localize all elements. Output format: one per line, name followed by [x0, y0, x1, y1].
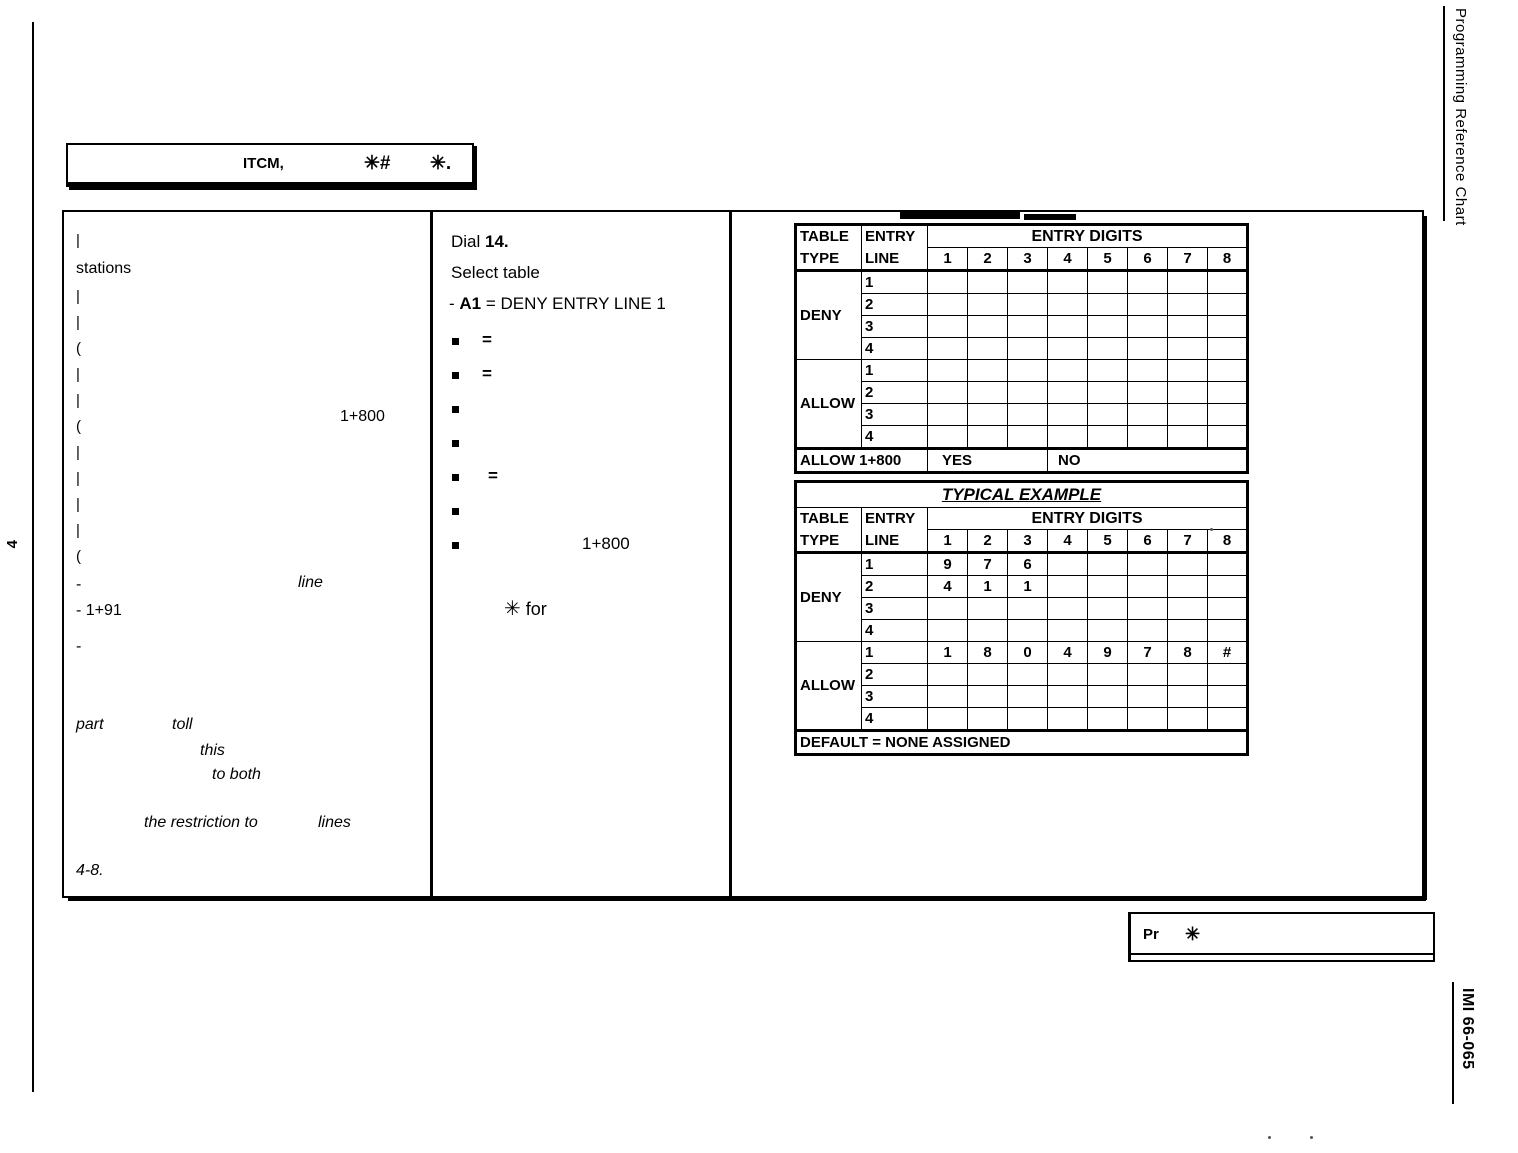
footer-box-line — [1131, 953, 1433, 955]
entry-digit-cell[interactable] — [1168, 294, 1208, 316]
entry-digit-cell[interactable] — [1128, 576, 1168, 598]
left-text-line: | — [76, 366, 80, 383]
entry-digit-cell[interactable] — [1088, 382, 1128, 404]
header-digit-column: 6 — [1128, 530, 1168, 553]
entry-digit-cell[interactable] — [1128, 598, 1168, 620]
entry-digit-cell[interactable] — [1008, 708, 1048, 731]
header-digit-column: 7 — [1168, 530, 1208, 553]
frame-shadow-right — [1423, 216, 1427, 900]
entry-digit-cell[interactable] — [968, 598, 1008, 620]
entry-digit-cell[interactable] — [928, 664, 968, 686]
document-number: IMI 66-065 — [1459, 988, 1476, 1070]
bullet-icon — [452, 338, 459, 345]
entry-digit-cell[interactable] — [928, 316, 968, 338]
left-text-line: stations — [76, 260, 132, 277]
header-rule — [1443, 6, 1445, 221]
entry-digit-cell[interactable] — [968, 686, 1008, 708]
entry-digit-cell[interactable] — [1208, 708, 1248, 731]
dial-instruction — [451, 232, 509, 252]
entry-digit-cell[interactable] — [1008, 382, 1048, 404]
left-text-line: - — [76, 638, 82, 655]
section-label-deny: DENY — [796, 271, 862, 360]
bullet-icon — [452, 542, 459, 549]
bullet-equals-sign: = — [482, 330, 492, 349]
entry-digit-cell[interactable] — [1048, 598, 1088, 620]
entry-digit-cell[interactable] — [1048, 294, 1088, 316]
entry-digit-cell[interactable] — [1008, 598, 1048, 620]
entry-digit-cell[interactable] — [1208, 553, 1248, 576]
entry-digit-cell[interactable]: 9 — [1088, 642, 1128, 664]
header-entry-line-1: ENTRY — [862, 508, 928, 530]
section-label-deny: DENY — [796, 553, 862, 642]
entry-digit-cell[interactable] — [1088, 598, 1128, 620]
entry-digit-cell[interactable] — [1208, 426, 1248, 449]
footer-no-option[interactable]: NO — [1048, 449, 1248, 473]
footer-pr-label: Pr — [1143, 926, 1159, 943]
entry-digit-cell[interactable] — [1208, 360, 1248, 382]
entry-digit-cell[interactable] — [1088, 664, 1128, 686]
left-text-line: this — [200, 742, 225, 759]
footer-yes-option[interactable]: YES — [928, 449, 1048, 473]
bullet-equals-sign: = — [482, 364, 492, 383]
a1-description: = DENY ENTRY LINE 1 — [481, 294, 666, 313]
star-period-icon: ✳. — [430, 153, 452, 174]
print-smear-1 — [900, 212, 1020, 219]
entry-digit-cell[interactable] — [968, 338, 1008, 360]
left-text-line: | — [76, 288, 80, 305]
bullet-equals-sign: = — [488, 466, 498, 485]
left-text-line: ( — [76, 548, 81, 565]
entry-digit-cell[interactable] — [1208, 316, 1248, 338]
left-text-line: part — [76, 716, 104, 733]
dial-prefix: Dial — [451, 232, 486, 251]
header-digit-column: 5 — [1088, 530, 1128, 553]
entry-digit-cell[interactable] — [1168, 316, 1208, 338]
entry-digit-cell[interactable]: 1 — [928, 642, 968, 664]
entry-line-number: 3 — [862, 598, 928, 620]
entry-digit-cell[interactable] — [1208, 271, 1248, 294]
entry-digit-cell[interactable] — [1088, 620, 1128, 642]
entry-table-blank — [794, 223, 1249, 474]
entry-digit-cell[interactable]: 8 — [968, 642, 1008, 664]
entry-digit-cell[interactable]: 9 — [928, 553, 968, 576]
bullet-icon — [452, 372, 459, 379]
header-entry-line-2: LINE — [862, 530, 928, 553]
entry-digit-cell[interactable]: 8 — [1168, 642, 1208, 664]
entry-digit-cell[interactable] — [1008, 338, 1048, 360]
entry-digit-cell[interactable] — [1048, 404, 1088, 426]
speck-1 — [1268, 1136, 1271, 1139]
entry-digit-cell[interactable] — [928, 426, 968, 449]
right-tables-column — [736, 212, 1416, 896]
entry-digit-cell[interactable] — [1008, 294, 1048, 316]
entry-line-number: 4 — [862, 426, 928, 449]
entry-digit-cell[interactable] — [968, 404, 1008, 426]
entry-digit-cell[interactable] — [928, 404, 968, 426]
entry-line-number: 2 — [862, 382, 928, 404]
entry-digit-cell[interactable] — [1008, 426, 1048, 449]
header-table-type-1: TABLE — [796, 508, 862, 530]
left-text-line: | — [76, 496, 80, 513]
entry-digit-cell[interactable] — [1128, 271, 1168, 294]
left-text-line: toll — [172, 716, 193, 733]
entry-digit-cell[interactable] — [928, 686, 968, 708]
header-digit-column: 7 — [1168, 248, 1208, 271]
entry-digit-cell[interactable] — [1168, 708, 1208, 731]
left-text-line: ( — [76, 418, 81, 435]
entry-line-number: 2 — [862, 664, 928, 686]
entry-digit-cell[interactable] — [1128, 338, 1168, 360]
print-smear-2 — [1024, 214, 1076, 220]
entry-digit-cell[interactable] — [1128, 382, 1168, 404]
entry-digit-cell[interactable] — [928, 360, 968, 382]
header-digit-column: 1 — [928, 530, 968, 553]
entry-digit-cell[interactable] — [1088, 708, 1128, 731]
star-hash-icon: ✳# — [364, 153, 391, 174]
header-table-type-2: TYPE — [796, 530, 862, 553]
entry-digit-cell[interactable] — [1128, 553, 1168, 576]
entry-digit-cell[interactable] — [1168, 382, 1208, 404]
entry-digit-cell[interactable] — [1088, 576, 1128, 598]
star-for-note — [504, 596, 547, 621]
entry-digit-cell[interactable] — [1048, 620, 1088, 642]
entry-digit-cell[interactable] — [968, 620, 1008, 642]
left-text-line: - — [76, 576, 82, 593]
header-table-type-2: TYPE — [796, 248, 862, 271]
entry-digit-cell[interactable] — [1208, 576, 1248, 598]
left-text-line: | — [76, 392, 80, 409]
entry-digit-cell[interactable] — [1128, 294, 1168, 316]
entry-digit-cell[interactable] — [1048, 553, 1088, 576]
header-digit-column: 8 — [1208, 530, 1248, 553]
entry-line-number: 3 — [862, 316, 928, 338]
entry-digit-cell[interactable] — [1128, 708, 1168, 731]
left-text-line: line — [298, 574, 323, 591]
entry-digit-cell[interactable] — [1208, 686, 1248, 708]
star-icon: ✳ — [504, 598, 521, 620]
header-digit-column: 3 — [1008, 530, 1048, 553]
bullet-icon — [452, 406, 459, 413]
left-text-line: the restriction to — [144, 814, 258, 831]
entry-line-number: 2 — [862, 294, 928, 316]
frame-shadow-bottom — [68, 897, 1426, 901]
left-text-line: | — [76, 314, 80, 331]
entry-digit-cell[interactable] — [928, 708, 968, 731]
entry-digit-cell[interactable]: 6 — [1008, 553, 1048, 576]
header-digit-column: 1 — [928, 248, 968, 271]
entry-digit-cell[interactable] — [1048, 576, 1088, 598]
bullet-icon — [452, 508, 459, 515]
entry-line-number: 1 — [862, 360, 928, 382]
entry-digit-cell[interactable] — [1208, 338, 1248, 360]
entry-digit-cell[interactable] — [968, 382, 1008, 404]
entry-digit-cell[interactable] — [1008, 664, 1048, 686]
entry-line-number: 1 — [862, 271, 928, 294]
entry-digit-cell[interactable] — [968, 708, 1008, 731]
entry-digit-cell[interactable]: # — [1208, 642, 1248, 664]
section-label-allow: ALLOW — [796, 642, 862, 731]
entry-digit-cell[interactable] — [1048, 382, 1088, 404]
select-table-instruction: Select table — [451, 263, 540, 282]
header-entry-digits: ENTRY DIGITS — [928, 225, 1248, 248]
column-divider-1 — [430, 212, 433, 896]
entry-digit-cell[interactable] — [1088, 316, 1128, 338]
entry-digit-cell[interactable]: 4 — [1048, 642, 1088, 664]
entry-digit-cell[interactable] — [1128, 426, 1168, 449]
left-text-line: 1+800 — [340, 408, 385, 425]
dial-value: 14. — [485, 232, 509, 251]
entry-line-number: 4 — [862, 708, 928, 731]
left-text-line: 4-8. — [76, 862, 104, 879]
entry-digit-cell[interactable]: 0 — [1008, 642, 1048, 664]
entry-digit-cell[interactable] — [1008, 686, 1048, 708]
entry-digit-cell[interactable] — [1128, 404, 1168, 426]
entry-line-number: 2 — [862, 576, 928, 598]
left-text-line: ( — [76, 340, 81, 357]
entry-digit-cell[interactable] — [1128, 686, 1168, 708]
left-text-line: | — [76, 522, 80, 539]
entry-digit-cell[interactable] — [968, 316, 1008, 338]
entry-digit-cell[interactable] — [1088, 404, 1128, 426]
entry-digit-cell[interactable] — [968, 664, 1008, 686]
entry-digit-cell[interactable] — [1048, 271, 1088, 294]
entry-digit-cell[interactable] — [1128, 316, 1168, 338]
entry-digit-cell[interactable] — [928, 382, 968, 404]
entry-digit-cell[interactable] — [928, 338, 968, 360]
entry-digit-cell[interactable] — [928, 294, 968, 316]
entry-digit-cell[interactable] — [1048, 686, 1088, 708]
header-digit-column: 2 — [968, 530, 1008, 553]
entry-digit-cell[interactable] — [1168, 426, 1208, 449]
entry-digit-cell[interactable] — [1048, 426, 1088, 449]
header-digit-column: 6 — [1128, 248, 1168, 271]
entry-digit-cell[interactable] — [1168, 620, 1208, 642]
itcm-label: ITCM, — [243, 155, 284, 172]
entry-digit-cell[interactable] — [1088, 686, 1128, 708]
entry-line-number: 1 — [862, 642, 928, 664]
entry-digit-cell[interactable] — [968, 426, 1008, 449]
bullet-icon — [452, 474, 459, 481]
entry-digit-cell[interactable] — [968, 294, 1008, 316]
entry-digit-cell[interactable]: 1 — [1008, 576, 1048, 598]
header-digit-column: 4 — [1048, 530, 1088, 553]
entry-digit-cell[interactable] — [1168, 404, 1208, 426]
speck-2 — [1310, 1136, 1313, 1139]
bullet-value: 1+800 — [582, 534, 630, 553]
left-text-line: - 1+91 — [76, 602, 122, 619]
entry-digit-cell[interactable] — [1048, 316, 1088, 338]
column-divider-2 — [729, 212, 732, 896]
entry-digit-cell[interactable] — [1168, 576, 1208, 598]
header-digit-column: 8 — [1208, 248, 1248, 271]
entry-line-number: 1 — [862, 553, 928, 576]
main-chart-frame — [62, 210, 1424, 898]
entry-digit-cell[interactable] — [1168, 553, 1208, 576]
entry-digit-cell[interactable] — [1128, 620, 1168, 642]
entry-digit-cell[interactable] — [1088, 338, 1128, 360]
entry-digit-cell[interactable] — [1088, 426, 1128, 449]
header-table-type-1: TABLE — [796, 225, 862, 248]
page-number: 4 — [4, 540, 21, 549]
entry-digit-cell[interactable] — [1168, 598, 1208, 620]
header-vertical-title: Programming Reference Chart — [1452, 8, 1469, 226]
entry-digit-cell[interactable] — [1208, 620, 1248, 642]
entry-line-number: 3 — [862, 686, 928, 708]
entry-digit-cell[interactable] — [1168, 664, 1208, 686]
entry-digit-cell[interactable]: 4 — [928, 576, 968, 598]
left-text-line: | — [76, 444, 80, 461]
entry-digit-cell[interactable] — [1208, 294, 1248, 316]
entry-digit-cell[interactable] — [1168, 271, 1208, 294]
entry-table-example — [794, 480, 1249, 756]
entry-line-number: 4 — [862, 620, 928, 642]
entry-digit-cell[interactable] — [1088, 294, 1128, 316]
entry-line-number: 4 — [862, 338, 928, 360]
entry-digit-cell[interactable] — [928, 598, 968, 620]
entry-digit-cell[interactable] — [1048, 664, 1088, 686]
footer-rule — [1452, 982, 1454, 1104]
a1-dash: - — [449, 294, 460, 313]
entry-digit-cell[interactable] — [1208, 598, 1248, 620]
header-digit-column: 4 — [1048, 248, 1088, 271]
entry-line-number: 3 — [862, 404, 928, 426]
speck-3 — [1210, 528, 1213, 531]
footer-box — [1128, 912, 1435, 962]
entry-digit-cell[interactable] — [1168, 686, 1208, 708]
entry-digit-cell[interactable] — [1048, 360, 1088, 382]
entry-digit-cell[interactable] — [1088, 271, 1128, 294]
entry-digit-cell[interactable] — [928, 271, 968, 294]
entry-digit-cell[interactable]: 7 — [968, 553, 1008, 576]
left-text-line: lines — [318, 814, 351, 831]
entry-digit-cell[interactable] — [1048, 708, 1088, 731]
entry-digit-cell[interactable] — [928, 620, 968, 642]
left-text-line: | — [76, 232, 80, 249]
header-entry-line-2: LINE — [862, 248, 928, 271]
entry-digit-cell[interactable] — [1128, 360, 1168, 382]
itcm-box — [66, 143, 474, 187]
entry-digit-cell[interactable] — [1008, 404, 1048, 426]
header-entry-line-1: ENTRY — [862, 225, 928, 248]
table-title: TYPICAL EXAMPLE — [796, 482, 1248, 508]
entry-digit-cell[interactable] — [1008, 360, 1048, 382]
header-entry-digits: ENTRY DIGITS — [928, 508, 1248, 530]
left-margin-rule — [32, 22, 34, 1092]
entry-digit-cell[interactable] — [1088, 553, 1128, 576]
entry-digit-cell[interactable] — [1208, 664, 1248, 686]
entry-digit-cell[interactable] — [1048, 338, 1088, 360]
entry-digit-cell[interactable] — [1088, 360, 1128, 382]
entry-digit-cell[interactable] — [1008, 620, 1048, 642]
entry-digit-cell[interactable]: 7 — [1128, 642, 1168, 664]
header-digit-column: 2 — [968, 248, 1008, 271]
entry-digit-cell[interactable] — [1008, 316, 1048, 338]
entry-digit-cell[interactable] — [968, 271, 1008, 294]
entry-digit-cell[interactable] — [1168, 360, 1208, 382]
star-for-text: for — [525, 599, 547, 619]
footer-default-label: DEFAULT = NONE ASSIGNED — [796, 731, 1248, 755]
entry-digit-cell[interactable] — [1008, 271, 1048, 294]
footer-star-icon: ✳ — [1185, 924, 1201, 944]
a1-code: A1 — [459, 294, 482, 313]
entry-digit-cell[interactable] — [1208, 404, 1248, 426]
entry-digit-cell[interactable] — [1168, 338, 1208, 360]
a1-instruction — [449, 294, 666, 314]
entry-digit-cell[interactable] — [968, 360, 1008, 382]
left-text-column — [70, 218, 426, 888]
footer-allow-1800-label: ALLOW 1+800 — [796, 449, 928, 473]
entry-digit-cell[interactable]: 1 — [968, 576, 1008, 598]
left-text-line: to both — [212, 766, 261, 783]
section-label-allow: ALLOW — [796, 360, 862, 449]
header-digit-column: 5 — [1088, 248, 1128, 271]
entry-digit-cell[interactable] — [1208, 382, 1248, 404]
entry-digit-cell[interactable] — [1128, 664, 1168, 686]
header-digit-column: 3 — [1008, 248, 1048, 271]
middle-instruction-column — [442, 218, 722, 888]
left-text-line: | — [76, 470, 80, 487]
bullet-icon — [452, 440, 459, 447]
